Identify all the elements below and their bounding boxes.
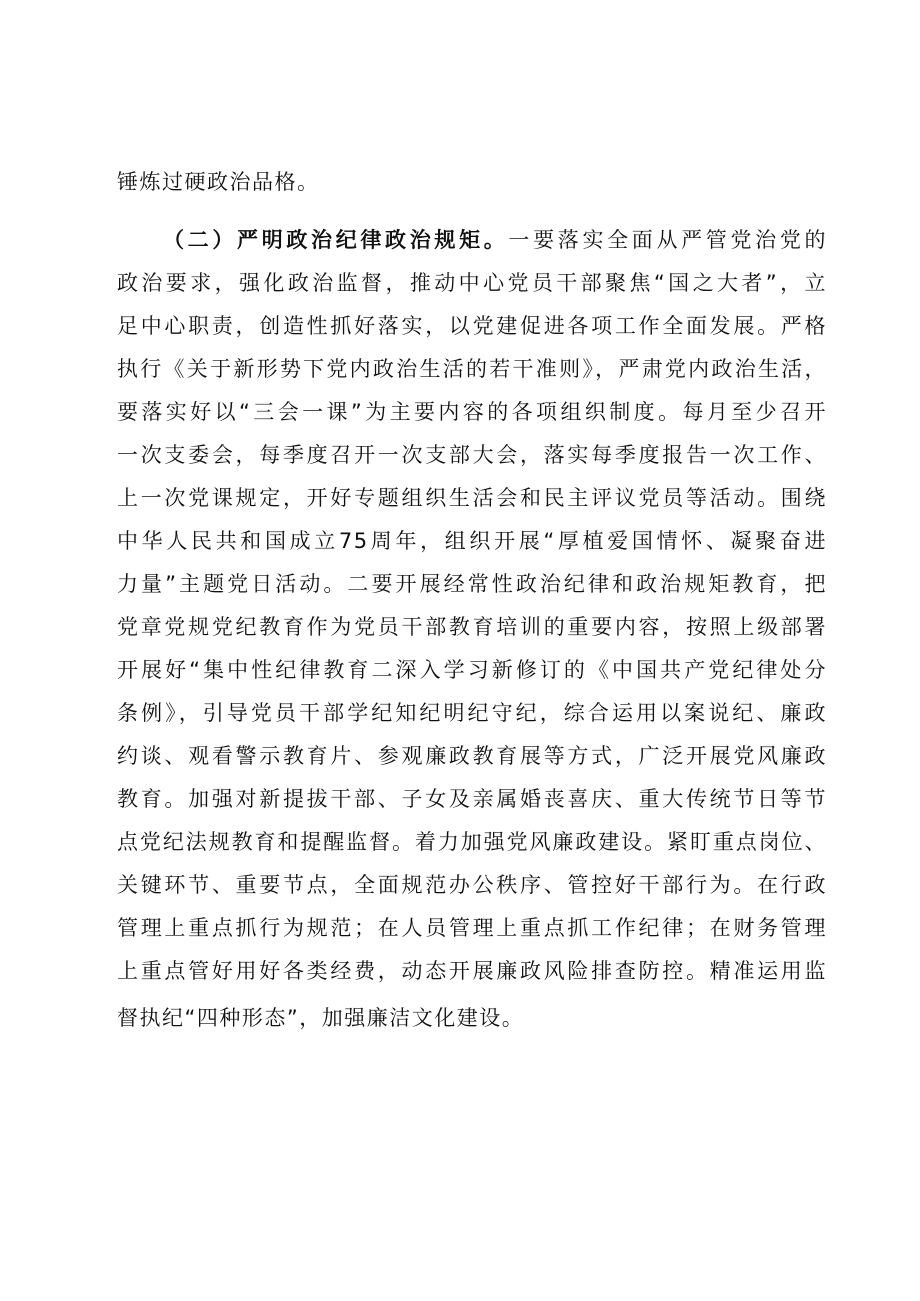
paragraph-line: 上重点管好用好各类经费，动态开展廉政风险排查防控。精准运用监: [117, 959, 827, 983]
paragraph-line: 足中心职责，创造性抓好落实，以党建促进各项工作全面发展。严格: [117, 314, 827, 338]
section-first-line-text: 一要落实全面从严管党治党的: [508, 228, 827, 252]
paragraph-line: 条例》，引导党员干部学纪知纪明纪守纪，综合运用以案说纪、廉政: [117, 701, 827, 725]
paragraph-line-1: 锤炼过硬政治品格。: [117, 170, 320, 194]
section-first-line: [163, 225, 827, 255]
paragraph-line: 开展好“集中性纪律教育二深入学习新修订的《中国共产党纪律处分: [117, 658, 827, 682]
paragraph-line: 执行《关于新形势下党内政治生活的若干准则》，严肃党内政治生活，: [117, 357, 827, 381]
paragraph-line: 上一次党课规定，开好专题组织生活会和民主评议党员等活动。围绕: [117, 486, 827, 510]
paragraph-line: 教育。加强对新提拔干部、子女及亲属婚丧喜庆、重大传统节日等节: [117, 787, 827, 811]
paragraph-line: 管理上重点抓行为规范；在人员管理上重点抓工作纪律；在财务管理: [117, 916, 827, 940]
paragraph-line: 力量”主题党日活动。二要开展经常性政治纪律和政治规矩教育，把: [117, 572, 827, 596]
paragraph-line: 一次支委会，每季度召开一次支部大会，落实每季度报告一次工作、: [117, 443, 827, 467]
paragraph-line: 要落实好以“三会一课”为主要内容的各项组织制度。每月至少召开: [117, 400, 827, 424]
paragraph-line: 约谈、观看警示教育片、参观廉政教育展等方式，广泛开展党风廉政: [117, 744, 827, 768]
paragraph-line: 党章党规党纪教育作为党员干部教育培训的重要内容，按照上级部署: [117, 615, 827, 639]
paragraph-line: 中华人民共和国成立75周年，组织开展“厚植爱国情怀、凝聚奋进: [117, 529, 827, 553]
paragraph-line: 政治要求，强化政治监督，推动中心党员干部聚焦“国之大者”，立: [117, 271, 827, 295]
paragraph-line: 关键环节、重要节点，全面规范办公秩序、管控好干部行为。在行政: [117, 873, 827, 897]
paragraph-last-line: 督执纪“四种形态”，加强廉洁文化建设。: [117, 1006, 525, 1030]
paragraph-line: 点党纪法规教育和提醒监督。着力加强党风廉政建设。紧盯重点岗位、: [117, 830, 827, 854]
section-heading: （二）严明政治纪律政治规矩。: [163, 228, 509, 252]
